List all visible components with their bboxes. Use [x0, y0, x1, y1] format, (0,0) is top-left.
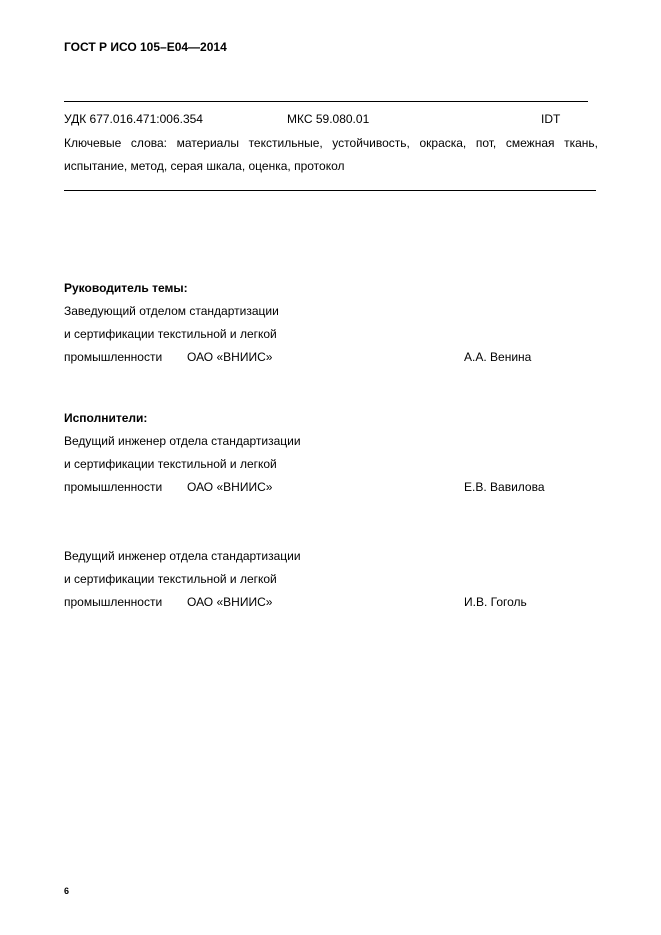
leader-position-line1: Заведующий отделом стандартизации	[64, 304, 279, 318]
bottom-rule	[64, 190, 596, 191]
page-number: 6	[64, 886, 70, 896]
leader-organization: ОАО «ВНИИС»	[187, 350, 273, 364]
executor-2-position-line1: Ведущий инженер отдела стандартизации	[64, 549, 301, 563]
leader-position-line3: промышленности	[64, 350, 163, 364]
executor-2-position-line3: промышленности	[64, 595, 163, 609]
executor-1-organization: ОАО «ВНИИС»	[187, 480, 273, 494]
executor-2-name: И.В. Гоголь	[464, 595, 527, 609]
leader-name: А.А. Венина	[464, 350, 532, 364]
document-header: ГОСТ Р ИСО 105–Е04—2014	[64, 40, 227, 54]
executor-1-name: Е.В. Вавилова	[464, 480, 545, 494]
mks-code: МКС 59.080.01	[287, 112, 370, 126]
idt-label: IDT	[541, 112, 561, 126]
top-rule	[64, 101, 588, 102]
leader-position-line2: и сертификации текстильной и легкой	[64, 327, 277, 341]
executor-2-position-line2: и сертификации текстильной и легкой	[64, 572, 277, 586]
executor-1-position-line3: промышленности	[64, 480, 163, 494]
executors-heading: Исполнители:	[64, 411, 148, 425]
executor-1-position-line2: и сертификации текстильной и легкой	[64, 457, 277, 471]
executor-1-position-line1: Ведущий инженер отдела стандартизации	[64, 434, 301, 448]
executor-2-organization: ОАО «ВНИИС»	[187, 595, 273, 609]
udk-code: УДК 677.016.471:006.354	[64, 112, 203, 126]
leader-heading: Руководитель темы:	[64, 281, 188, 295]
keywords-paragraph: Ключевые слова: материалы текстильные, устойчивость, окраска, пот, смежная ткань, испытание, метод, серая шкала, оценка, протокол	[64, 136, 598, 173]
